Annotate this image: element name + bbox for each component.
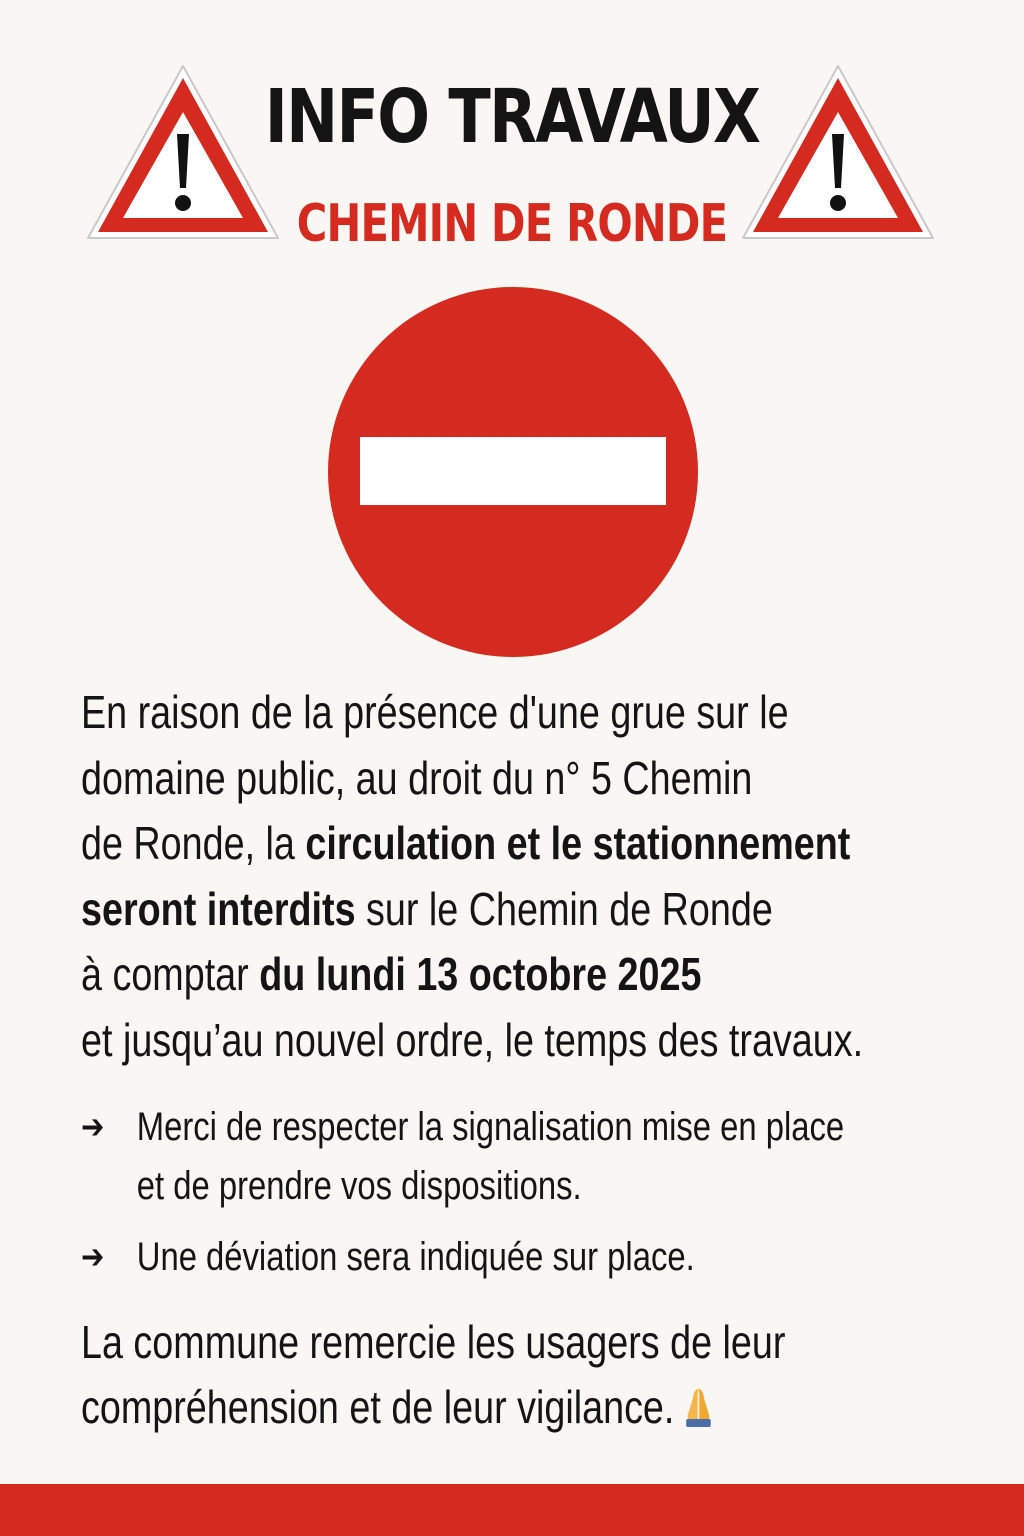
arrow-right-icon: ➔ (81, 1107, 105, 1147)
list-item: ➔ Une déviation sera indiquée sur place. (81, 1228, 1024, 1287)
notice-line: En raison de la présence d'une grue sur le (81, 686, 789, 738)
notice-date: du lundi 13 octobre 2025 (259, 948, 702, 1000)
notice-paragraph (81, 680, 1024, 1073)
notice-emphasis: circulation et le stationnement (305, 817, 851, 869)
page-title: INFO TRAVAUX (264, 74, 760, 160)
list-item: ➔ Merci de respecter la signalisation mise en place et de prendre vos dispositions. (81, 1098, 1024, 1216)
page-subtitle: CHEMIN DE RONDE (296, 194, 728, 254)
notice-line: et jusqu’au nouvel ordre, le temps des travaux. (81, 1013, 864, 1066)
notice-emphasis: seront interdits (81, 882, 356, 935)
notice-line: de Ronde, la circulation et le stationnement (81, 817, 851, 869)
bottom-bar (0, 1484, 1024, 1536)
notice-line: seront interdits sur le Chemin de Ronde (81, 882, 773, 935)
notice-line: à comptar du lundi 13 octobre 2025 (81, 948, 702, 1000)
closing-message: La commune remercie les usagers de leur compréhension et de leur vigilance. (81, 1316, 786, 1433)
instructions-list (81, 1098, 1024, 1287)
folded-hands-emoji (679, 1383, 717, 1429)
arrow-right-icon: ➔ (81, 1237, 105, 1277)
no-entry-sign-icon (327, 286, 699, 658)
notice-line: domaine public, au droit du n° 5 Chemin (81, 751, 753, 804)
